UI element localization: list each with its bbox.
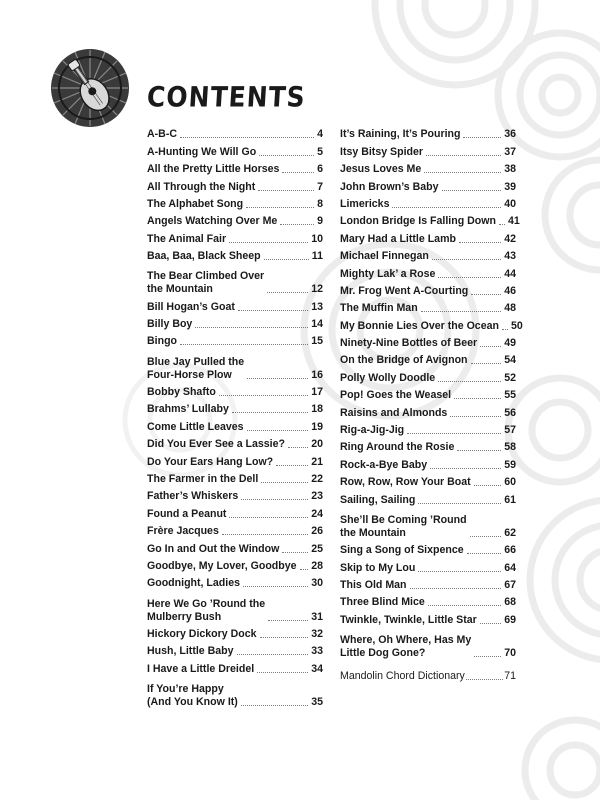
toc-entry-page: 49 xyxy=(504,337,516,350)
page-title: CONTENTS xyxy=(146,80,307,113)
toc-entry xyxy=(340,367,516,384)
dot-leader xyxy=(237,654,309,655)
toc-entry xyxy=(147,658,323,675)
toc-entry-page: 52 xyxy=(504,371,516,384)
toc-entry-page: 67 xyxy=(504,578,516,591)
toc-entry xyxy=(340,454,516,471)
dot-leader xyxy=(195,327,308,328)
toc-entry-title: Hickory Dickory Dock xyxy=(147,627,257,640)
toc-entry-title: Goodnight, Ladies xyxy=(147,577,240,590)
toc-entry xyxy=(340,420,516,437)
toc-entry-page: 4 xyxy=(317,128,323,141)
dot-leader xyxy=(502,329,508,330)
dot-leader xyxy=(407,433,501,434)
toc-entry xyxy=(147,451,323,468)
toc-entry-page: 32 xyxy=(311,627,323,640)
toc-entry xyxy=(340,557,516,574)
toc-entry-page: 22 xyxy=(311,473,323,486)
dot-leader xyxy=(457,450,501,451)
toc-entry-page: 39 xyxy=(504,180,516,193)
toc-entry-page: 11 xyxy=(311,250,323,263)
appendix-entry xyxy=(340,670,516,683)
toc-entry xyxy=(147,331,323,348)
dot-leader xyxy=(282,172,314,173)
toc-entry-page: 9 xyxy=(317,215,323,228)
toc-entry xyxy=(147,124,323,141)
dot-leader xyxy=(232,412,308,413)
toc-left-column xyxy=(147,124,323,709)
dot-leader xyxy=(219,395,308,396)
toc-entry-page: 50 xyxy=(510,319,523,332)
toc-entry-title: Raisins and Almonds xyxy=(340,406,448,419)
toc-entry-title: Here We Go ’Round the Mulberry Bush xyxy=(147,597,266,623)
toc-entry-page: 30 xyxy=(311,577,323,590)
dot-leader xyxy=(259,155,314,156)
toc-entry xyxy=(147,348,323,381)
toc-entry-title: Mary Had a Little Lamb xyxy=(340,232,456,245)
toc-entry-page: 26 xyxy=(311,525,323,538)
toc-entry xyxy=(340,489,516,506)
dot-leader xyxy=(261,482,308,483)
toc-entry xyxy=(340,176,516,193)
dot-leader xyxy=(267,292,308,293)
toc-entry xyxy=(147,159,323,176)
toc-entry-title: Sailing, Sailing xyxy=(340,493,416,506)
dot-leader xyxy=(424,172,501,173)
dot-leader xyxy=(288,447,308,448)
dot-leader xyxy=(180,344,308,345)
dot-leader xyxy=(241,705,308,706)
toc-entry-page: 59 xyxy=(504,458,516,471)
toc-entry-page: 34 xyxy=(311,662,323,675)
dot-leader xyxy=(241,499,308,500)
toc-entry xyxy=(340,507,516,540)
dot-leader xyxy=(459,242,501,243)
toc-entry-title: Michael Finnegan xyxy=(340,250,429,263)
toc-entry-title: Go In and Out the Window xyxy=(147,542,280,555)
dot-leader xyxy=(428,605,501,606)
toc-entry-page: 24 xyxy=(311,507,323,520)
dot-leader xyxy=(418,571,501,572)
dot-leader xyxy=(438,277,501,278)
dot-leader xyxy=(229,242,308,243)
toc-entry-title: A-B-C xyxy=(147,128,178,141)
toc-entry xyxy=(340,281,516,298)
toc-entry-title: Angels Watching Over Me xyxy=(147,215,278,228)
toc-entry xyxy=(147,314,323,331)
toc-entry-title: Bill Hogan’s Goat xyxy=(147,300,235,313)
dot-leader xyxy=(392,207,501,208)
toc-entry-title: If You’re Happy (And You Know It) xyxy=(147,682,238,708)
toc-entry xyxy=(147,624,323,641)
dot-leader xyxy=(467,553,502,554)
dot-leader xyxy=(282,552,308,553)
toc-entry-page: 68 xyxy=(504,596,516,609)
toc-entry xyxy=(340,141,516,158)
toc-entry-title: I Have a Little Dreidel xyxy=(147,662,255,675)
toc-entry-page: 33 xyxy=(311,645,323,658)
toc-entry-page: 6 xyxy=(317,163,323,176)
toc-entry xyxy=(147,556,323,573)
toc-entry-page: 64 xyxy=(504,561,516,574)
toc-entry-page: 41 xyxy=(507,215,520,228)
toc-entry-page: 48 xyxy=(504,302,516,315)
toc-entry-page: 42 xyxy=(504,232,516,245)
toc-entry-page: 14 xyxy=(311,318,323,331)
dot-leader xyxy=(471,363,502,364)
dot-leader xyxy=(229,517,308,518)
dot-leader xyxy=(421,311,502,312)
toc-entry-page: 35 xyxy=(311,695,323,708)
toc-entry xyxy=(147,228,323,245)
toc-entry-title: Jesus Loves Me xyxy=(340,163,422,176)
toc-entry xyxy=(147,538,323,555)
dot-leader xyxy=(276,465,308,466)
toc-entry-page: 21 xyxy=(311,455,323,468)
toc-entry xyxy=(147,246,323,263)
toc-entry-title: Baa, Baa, Black Sheep xyxy=(147,250,261,263)
toc-entry-title: Mighty Lak’ a Rose xyxy=(340,267,436,280)
mandolin-icon xyxy=(50,48,130,128)
toc-entry xyxy=(147,521,323,538)
dot-leader xyxy=(480,623,501,624)
dot-leader xyxy=(480,346,501,347)
toc-entry xyxy=(340,575,516,592)
toc-entry xyxy=(340,402,516,419)
toc-entry-title: Frère Jacques xyxy=(147,525,219,538)
toc-entry-title: Hush, Little Baby xyxy=(147,645,234,658)
toc-entry-page: 19 xyxy=(311,420,323,433)
toc-entry-page: 70 xyxy=(504,646,516,659)
dot-leader xyxy=(474,656,501,657)
toc-entry-page: 18 xyxy=(311,403,323,416)
toc-entry-page: 37 xyxy=(504,145,516,158)
toc-entry xyxy=(147,211,323,228)
toc-entry-page: 62 xyxy=(504,526,516,539)
toc-entry-title: The Alphabet Song xyxy=(147,197,244,210)
toc-entry-page: 54 xyxy=(504,354,516,367)
dot-leader xyxy=(280,224,314,225)
toc-entry-title: Bobby Shafto xyxy=(147,386,216,399)
toc-entry-page: 36 xyxy=(504,128,516,141)
toc-entry-title: Ring Around the Rosie xyxy=(340,441,455,454)
toc-entry-title: Blue Jay Pulled the Four-Horse Plow xyxy=(147,355,245,381)
toc-entry-title: Where, Oh Where, Has My Little Dog Gone? xyxy=(340,633,472,659)
toc-entry xyxy=(147,296,323,313)
toc-entry-page: 55 xyxy=(504,389,516,402)
dot-leader xyxy=(450,416,501,417)
toc-entry-page: 15 xyxy=(311,335,323,348)
toc-entry-title: John Brown’s Baby xyxy=(340,180,439,193)
toc-entry-title: Skip to My Lou xyxy=(340,561,416,574)
dot-leader xyxy=(470,536,502,537)
toc-entry xyxy=(147,194,323,211)
dot-leader xyxy=(454,398,501,399)
toc-entry-page: 20 xyxy=(311,438,323,451)
dot-leader xyxy=(426,155,501,156)
toc-entry xyxy=(340,228,516,245)
dot-leader xyxy=(264,259,309,260)
dot-leader xyxy=(432,259,501,260)
toc-entry-page: 17 xyxy=(311,386,323,399)
toc-entry xyxy=(147,486,323,503)
dot-leader xyxy=(222,534,308,535)
toc-entry-title: Limericks xyxy=(340,197,390,210)
toc-entry-page: 23 xyxy=(311,490,323,503)
toc-entry xyxy=(340,437,516,454)
toc-entry-page: 38 xyxy=(504,163,516,176)
toc-entry xyxy=(340,472,516,489)
toc-entry xyxy=(340,333,516,350)
toc-entry xyxy=(340,194,516,211)
toc-entry-page: 66 xyxy=(504,544,516,557)
toc-entry-title: Twinkle, Twinkle, Little Star xyxy=(340,613,477,626)
toc-entry xyxy=(340,246,516,263)
dot-leader xyxy=(238,310,308,311)
toc-entry xyxy=(147,263,323,296)
toc-entry-page: 60 xyxy=(504,476,516,489)
toc-entry xyxy=(340,124,516,141)
toc-entry-title: London Bridge Is Falling Down xyxy=(340,215,496,228)
toc-entry-page: 31 xyxy=(311,610,323,623)
toc-entry-page: 7 xyxy=(317,180,323,193)
toc-entry xyxy=(340,540,516,557)
toc-entry-title: Come Little Leaves xyxy=(147,420,244,433)
dot-leader xyxy=(268,620,308,621)
toc-entry-title: Do Your Ears Hang Low? xyxy=(147,455,274,468)
toc-entry-title: Goodbye, My Lover, Goodbye xyxy=(147,559,297,572)
appendix-title: Mandolin Chord Dictionary xyxy=(340,670,465,682)
toc-entry xyxy=(340,263,516,280)
toc-entry xyxy=(340,315,523,332)
toc-entry-page: 57 xyxy=(504,424,516,437)
dot-leader xyxy=(410,588,502,589)
dot-leader xyxy=(442,190,502,191)
toc-entry xyxy=(147,676,323,709)
dot-leader xyxy=(466,679,503,680)
dot-leader xyxy=(247,378,308,379)
toc-entry-page: 16 xyxy=(311,368,323,381)
dot-leader xyxy=(247,430,309,431)
toc-entry-title: Father’s Whiskers xyxy=(147,490,239,503)
toc-entry xyxy=(147,573,323,590)
dot-leader xyxy=(499,224,505,225)
dot-leader xyxy=(463,137,501,138)
toc-entry-title: Ninety-Nine Bottles of Beer xyxy=(340,337,478,350)
toc-entry-page: 25 xyxy=(311,542,323,555)
toc-entry xyxy=(340,609,516,626)
dot-leader xyxy=(438,381,501,382)
toc-entry xyxy=(147,399,323,416)
toc-entry-title: The Farmer in the Dell xyxy=(147,473,259,486)
toc-entry-page: 69 xyxy=(504,613,516,626)
toc-entry xyxy=(147,503,323,520)
toc-entry xyxy=(147,382,323,399)
appendix-page: 71 xyxy=(504,670,516,682)
toc-entry-title: The Muffin Man xyxy=(340,302,418,315)
toc-entry xyxy=(340,159,516,176)
toc-entry-page: 58 xyxy=(504,441,516,454)
toc-entry-title: Did You Ever See a Lassie? xyxy=(147,438,285,451)
toc-entry-title: The Bear Climbed Over the Mountain xyxy=(147,270,265,296)
toc-entry-title: Rock-a-Bye Baby xyxy=(340,458,428,471)
dot-leader xyxy=(260,637,309,638)
toc-entry-page: 43 xyxy=(504,250,516,263)
toc-entry-page: 56 xyxy=(504,406,516,419)
dot-leader xyxy=(246,207,314,208)
toc-entry-title: All Through the Night xyxy=(147,180,256,193)
toc-entry-title: Polly Wolly Doodle xyxy=(340,371,436,384)
toc-entry xyxy=(147,141,323,158)
toc-entry-page: 10 xyxy=(311,232,323,245)
toc-entry-page: 28 xyxy=(311,559,323,572)
toc-entry-title: The Animal Fair xyxy=(147,232,227,245)
toc-entry-title: A-Hunting We Will Go xyxy=(147,145,257,158)
toc-entry-title: It’s Raining, It’s Pouring xyxy=(340,128,461,141)
toc-entry xyxy=(147,176,323,193)
toc-entry xyxy=(340,385,516,402)
toc-entry-page: 12 xyxy=(311,283,323,296)
toc-entry-title: On the Bridge of Avignon xyxy=(340,354,468,367)
toc-entry xyxy=(340,592,516,609)
toc-entry-page: 13 xyxy=(311,300,323,313)
toc-entry xyxy=(340,627,516,660)
toc-entry-title: This Old Man xyxy=(340,578,407,591)
toc-entry xyxy=(147,434,323,451)
dot-leader xyxy=(471,294,501,295)
toc-entry-page: 40 xyxy=(504,197,516,210)
dot-leader xyxy=(180,137,314,138)
toc-right-column xyxy=(340,124,523,660)
toc-entry-title: My Bonnie Lies Over the Ocean xyxy=(340,319,499,332)
toc-entry-page: 8 xyxy=(317,197,323,210)
toc-entry-title: Billy Boy xyxy=(147,318,193,331)
toc-entry xyxy=(340,350,516,367)
dot-leader xyxy=(257,672,308,673)
dot-leader xyxy=(243,586,308,587)
dot-leader xyxy=(430,468,501,469)
toc-entry-title: Mr. Frog Went A-Courting xyxy=(340,284,469,297)
toc-entry-title: Brahms’ Lullaby xyxy=(147,403,229,416)
toc-entry-title: She’ll Be Coming ’Round the Mountain xyxy=(340,513,467,539)
toc-entry-title: Row, Row, Row Your Boat xyxy=(340,476,471,489)
toc-entry-title: Sing a Song of Sixpence xyxy=(340,544,464,557)
toc-entry xyxy=(147,641,323,658)
toc-entry-title: Rig-a-Jig-Jig xyxy=(340,424,405,437)
toc-entry-title: Found a Peanut xyxy=(147,507,227,520)
toc-entry-page: 46 xyxy=(504,284,516,297)
toc-entry-title: Bingo xyxy=(147,335,178,348)
toc-entry xyxy=(147,590,323,623)
toc-entry-page: 5 xyxy=(317,145,323,158)
toc-entry xyxy=(340,298,516,315)
toc-entry xyxy=(147,416,323,433)
toc-entry-page: 44 xyxy=(504,267,516,280)
toc-entry xyxy=(147,469,323,486)
dot-leader xyxy=(418,503,501,504)
dot-leader xyxy=(300,569,309,570)
dot-leader xyxy=(258,190,314,191)
toc-entry-title: Itsy Bitsy Spider xyxy=(340,145,424,158)
toc-entry-title: Pop! Goes the Weasel xyxy=(340,389,452,402)
toc-entry-title: All the Pretty Little Horses xyxy=(147,163,280,176)
dot-leader xyxy=(474,485,502,486)
toc-entry xyxy=(340,211,520,228)
toc-entry-page: 61 xyxy=(504,493,516,506)
toc-entry-title: Three Blind Mice xyxy=(340,596,425,609)
